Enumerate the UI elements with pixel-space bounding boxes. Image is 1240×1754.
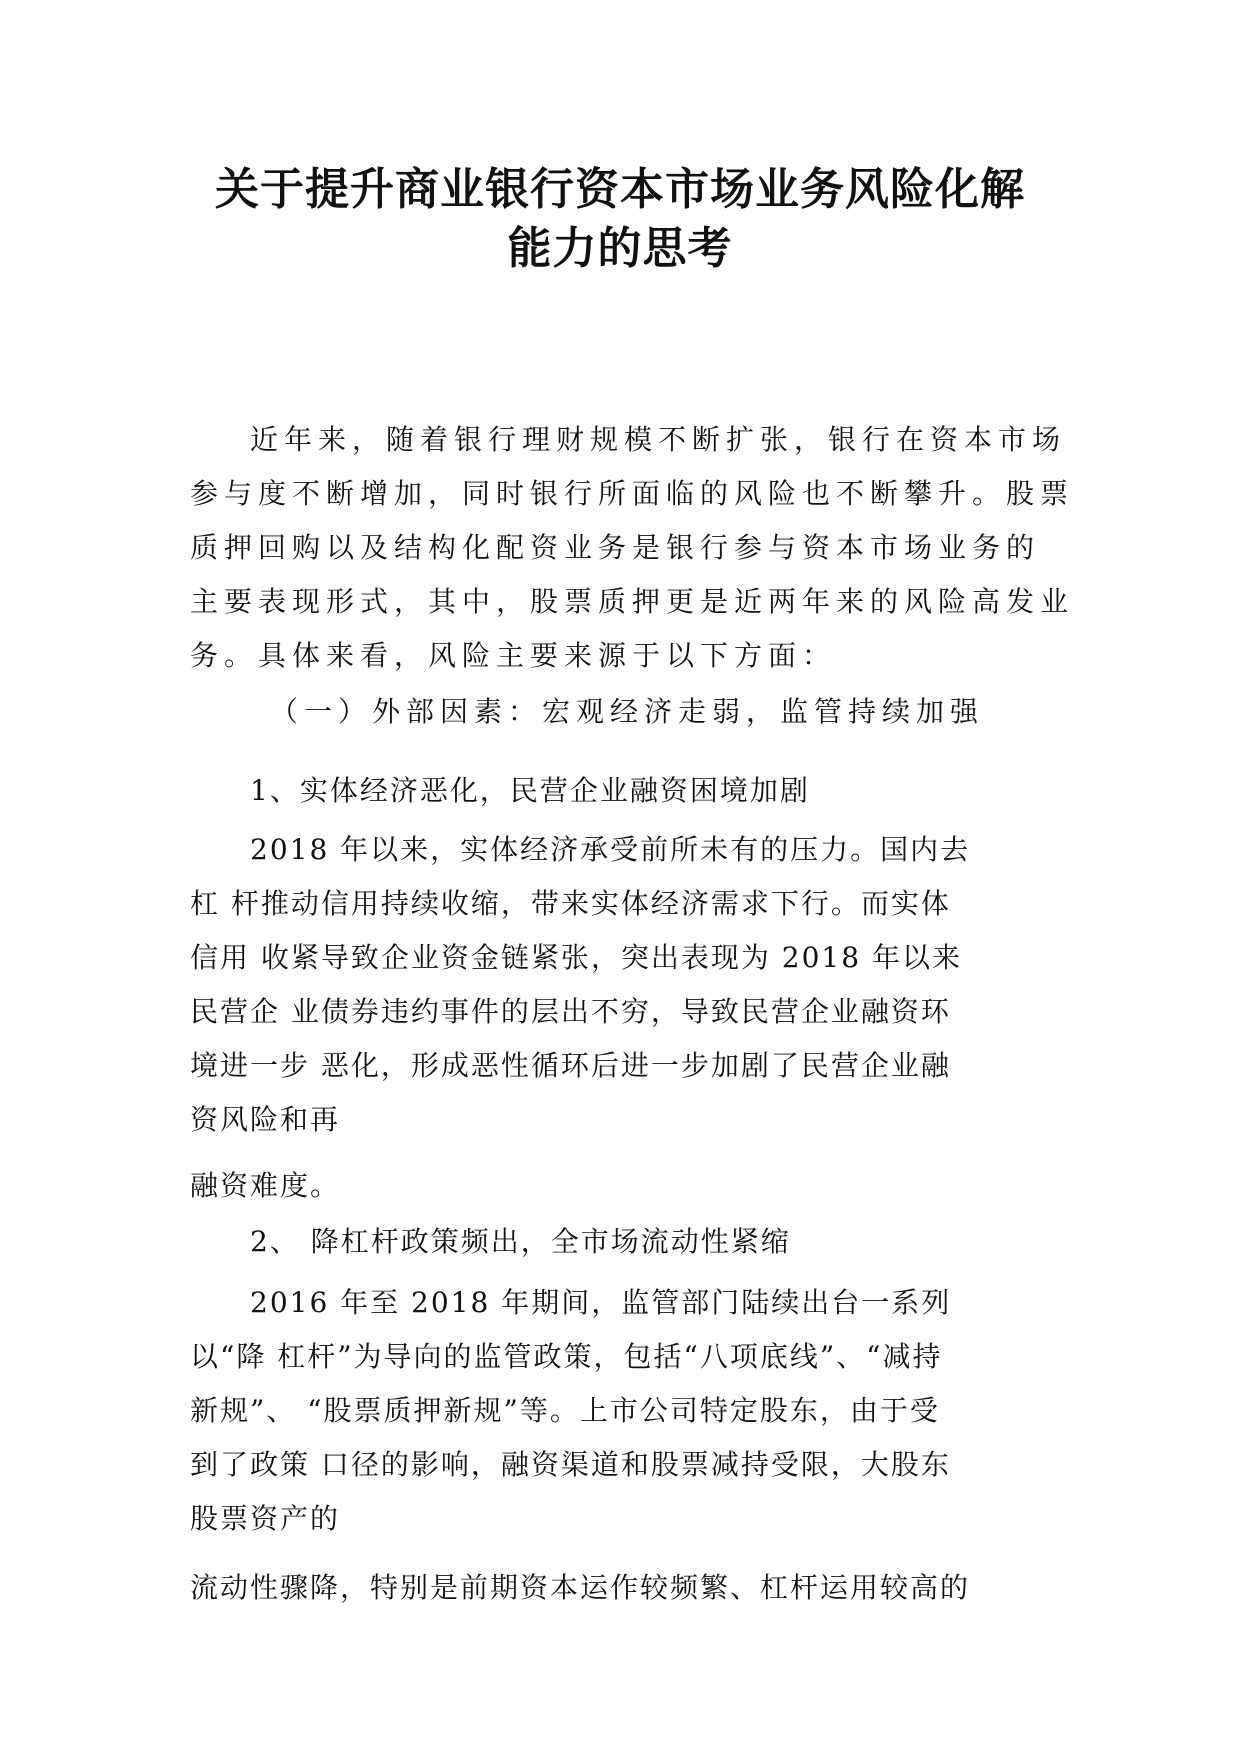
body-line: 2018 年以来，实体经济承受前所未有的压力。国内去 xyxy=(250,833,971,866)
body-line: 务。具体来看，风险主要来源于以下方面： xyxy=(190,639,837,672)
body-line: 以“降 杠杆”为导向的监管政策，包括“八项底线”、“减持 xyxy=(190,1340,943,1373)
subsection-heading: 2、 降杠杆政策频出，全市场流动性紧缩 xyxy=(250,1225,791,1258)
body-line: 参与度不断增加，同时银行所面临的风险也不断攀升。股票 xyxy=(190,477,1075,510)
document-title-line-2: 能力的思考 xyxy=(507,223,733,274)
body-line: 主要表现形式，其中，股票质押更是近两年来的风险高发业 xyxy=(190,585,1075,618)
body-line: 杠 杆推动信用持续收缩，带来实体经济需求下行。而实体 xyxy=(190,887,951,920)
body-line: 股票资产的 xyxy=(190,1502,341,1535)
document-title-line-1: 关于提升商业银行资本市场业务风险化解 xyxy=(215,164,1025,215)
section-heading: （一）外部因素：宏观经济走弱，监管持续加强 xyxy=(270,695,985,728)
body-line: 近年来，随着银行理财规模不断扩张，银行在资本市场 xyxy=(250,423,1067,456)
body-line: 民营企 业债券违约事件的层出不穷，导致民营企业融资环 xyxy=(190,995,951,1028)
body-line: 新规”、 “股票质押新规”等。上市公司特定股东，由于受 xyxy=(190,1394,940,1427)
body-line: 融资难度。 xyxy=(190,1169,341,1202)
body-line: 流动性骤降，特别是前期资本运作较频繁、杠杆运用较高的 xyxy=(190,1571,971,1604)
body-line: 境进一步 恶化，形成恶性循环后进一步加剧了民营企业融 xyxy=(190,1049,951,1082)
body-line: 质押回购以及结构化配资业务是银行参与资本市场业务的 xyxy=(190,531,1041,564)
body-line: 2016 年至 2018 年期间，监管部门陆续出台一系列 xyxy=(250,1286,952,1319)
body-line: 资风险和再 xyxy=(190,1103,341,1136)
subsection-heading: 1、实体经济恶化，民营企业融资困境加剧 xyxy=(250,774,810,807)
body-line: 到了政策 口径的影响，融资渠道和股票减持受限，大股东 xyxy=(190,1448,951,1481)
body-line: 信用 收紧导致企业资金链紧张，突出表现为 2018 年以来 xyxy=(190,941,962,974)
